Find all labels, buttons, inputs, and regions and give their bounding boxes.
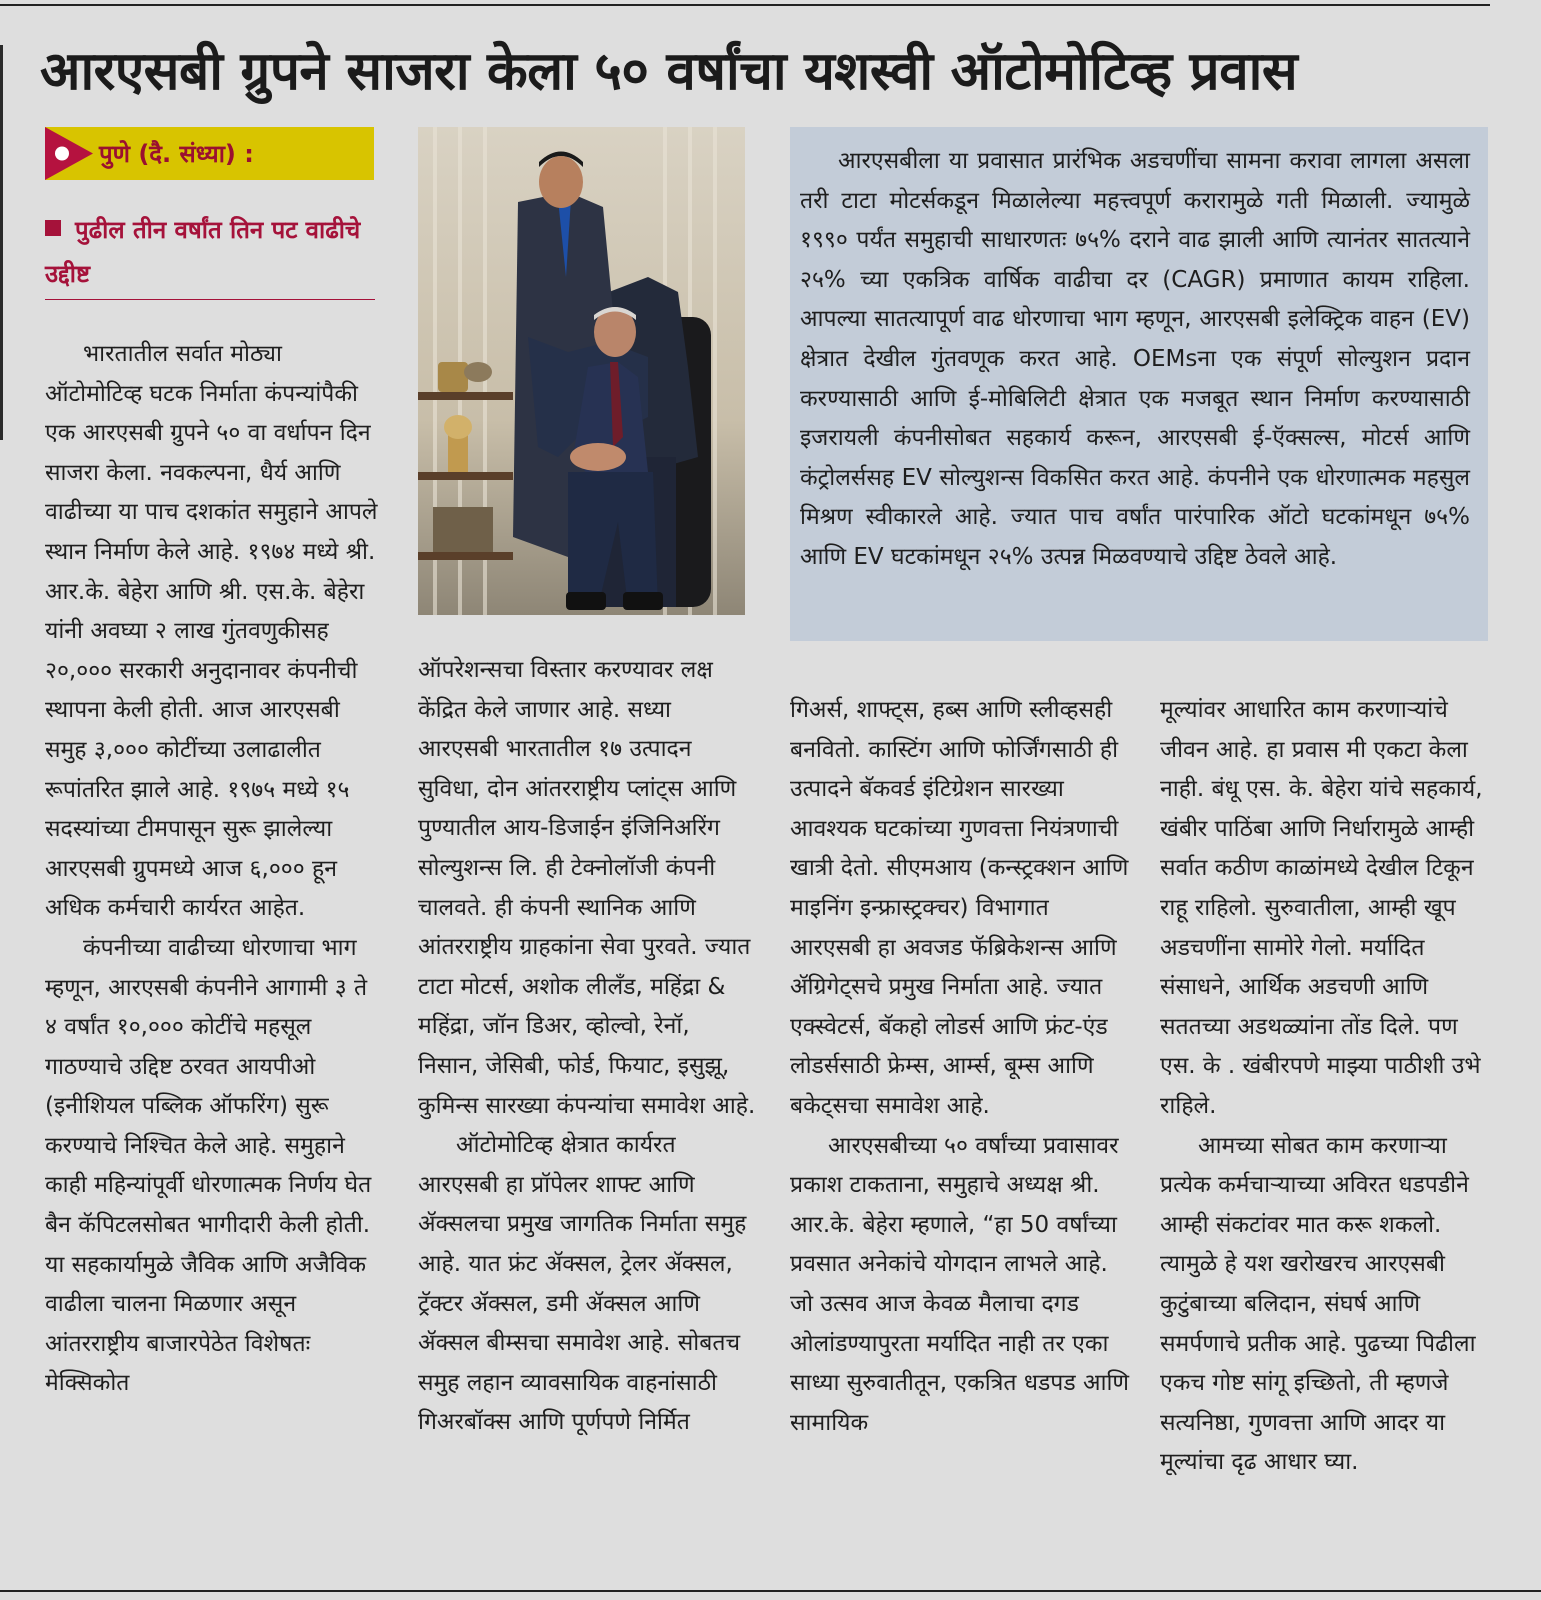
- dateline-arrow-icon: [45, 127, 93, 180]
- column-3-paragraph-2: आरएसबीच्या ५० वर्षांच्या प्रवासावर प्रकाश टाकताना, समुहाचे अध्यक्ष श्री. आर.के. बेहेरा म्हणाले, “हा 50 वर्षांच्या प्रवसात अनेकांचे योगदान लाभले आहे. जो उत्सव आज केवळ मैलाचा दगड ओलांडण्यापुरता मर्यादित नाही तर एका साध्या सुरुवातीतून, एकत्रित धडपड आणि सामायिक: [790, 1132, 1130, 1436]
- article-photo: [418, 127, 745, 615]
- highlight-box-text: आरएसबीला या प्रवासात प्रारंभिक अडचणींचा सामना करावा लागला असला तरी टाटा मोटर्सकडून मिळालेल्या महत्त्वपूर्ण करारामुळे गती मिळाली. ज्यामुळे १९९० पर्यंत समुहाची साधारणतः ७५% दराने वाढ झाली आणि त्यानंतर सातत्याने २५% च्या एकत्रिक वार्षिक वाढीचा दर (CAGR) प्रमाणात कायम राहिला. आपल्या सातत्यापूर्ण वाढ धोरणाचा भाग म्हणून, आरएसबी इलेक्ट्रिक वाहन (EV) क्षेत्रात देखील गुंतवणूक करत आहे. OEMsना एक संपूर्ण सोल्युशन प्रदान करण्यासाठी आणि ई-मोबिलिटी क्षेत्रात एक मजबूत स्थान निर्माण करण्यासाठी इजरायली कंपनीसोबत सहकार्य करून, आरएसबी ई-ऍक्सल्स, मोटर्स आणि कंट्रोलर्ससह EV सोल्युशन्स विकसित करत आहे. कंपनीने एक धोरणात्मक महसुल मिश्रण स्वीकारले आहे. ज्यात पाच वर्षांत पारंपारिक ऑटो घटकांमधून ७५% आणि EV घटकांमधून २५% उत्पन्न मिळवण्याचे उद्दिष्ट ठेवले आहे.: [800, 148, 1470, 570]
- headline: आरएसबी ग्रुपने साजरा केला ५० वर्षांचा यशस्वी ऑटोमोटिव्ह प्रवास: [40, 41, 1298, 102]
- bullet-square-icon: [45, 220, 61, 236]
- column-4-paragraph-1: मूल्यांवर आधारित काम करणाऱ्यांचे जीवन आहे. हा प्रवास मी एकटा केला नाही. बंधू एस. के. बेहेरा यांचे सहकार्य, खंबीर पाठिंबा आणि निर्धारामुळे आम्ही सर्वात कठीण काळांमध्ये देखील टिकून राहू राहिलो. सुरुवातीला, आम्ही खूप अडचणींना सामोरे गेलो. मर्यादित संसाधने, आर्थिक अडचणी आणि सततच्या अडथळ्यांना तोंड दिले. पण एस. के . खंबीरपणे माझ्या पाठीशी उभे राहिले.: [1160, 697, 1483, 1119]
- column-1: [45, 335, 380, 1570]
- column-3-paragraph-1: गिअर्स, शाफ्ट्स, हब्स आणि स्लीव्हसही बनवितो. कास्टिंग आणि फोर्जिंगसाठी ही उत्पादने बॅकवर्ड इंटिग्रेशन सारख्या आवश्यक घटकांच्या गुणवत्ता नियंत्रणाची खात्री देतो. सीएमआय (कन्स्ट्रक्शन आणि माइनिंग इन्फ्रास्ट्रक्चर) विभागात आरएसबी हा अवजड फॅब्रिकेशन्स आणि ॲग्रिगेट्सचे प्रमुख निर्माता आहे. ज्यात एक्स्वेटर्स, बॅकहो लोडर्स आणि फ्रंट-एंड लोडर्ससाठी फ्रेम्स, आर्म्स, बूम्स आणि बकेट्सचा समावेश आहे.: [790, 697, 1129, 1119]
- column-1-paragraph-1: भारतातील सर्वात मोठ्या ऑटोमोटिव्ह घटक निर्माता कंपन्यांपैकी एक आरएसबी ग्रुपने ५० वा वर्धापन दिन साजरा केला. नवकल्पना, धैर्य आणि वाढीच्या या पाच दशकांत समुहाने आपले स्थान निर्माण केले आहे. १९७४ मध्ये श्री. आर.के. बेहेरा आणि श्री. एस.के. बेहेरा यांनी अवघ्या २ लाख गुंतवणुकीसह २०,००० सरकारी अनुदानावर कंपनीची स्थापना केली होती. आज आरएसबी समुह ३,००० कोटींच्या उलाढालीत रूपांतरित झाले आहे. १९७५ मध्ये १५ सदस्यांच्या टीमपासून सुरू झालेल्या आरएसबी ग्रुपमध्ये आज ६,००० हून अधिक कर्मचारी कार्यरत आहेत.: [45, 341, 378, 922]
- dateline-text: पुणे (दै. संध्या) :: [99, 140, 254, 168]
- column-1-paragraph-2: कंपनीच्या वाढीच्या धोरणाचा भाग म्हणून, आरएसबी कंपनीने आगामी ३ ते ४ वर्षांत १०,००० कोटींचे महसूल गाठण्याचे उद्दिष्ट ठरवत आयपीओ (इनीशियल पब्लिक ऑफरिंग) सुरू करण्याचे निश्चित केले आहे. समुहाने काही महिन्यांपूर्वी धोरणात्मक निर्णय घेत बैन कॅपिटलसोबत भागीदारी केली होती. या सहकार्यामुळे जैविक आणि अजैविक वाढीला चालना मिळणार असून आंतरराष्ट्रीय बाजारपेठेत विशेषतः मेक्सिकोत: [45, 934, 372, 1397]
- column-2-paragraph-2: ऑटोमोटिव्ह क्षेत्रात कार्यरत आरएसबी हा प्रॉपेलर शाफ्ट आणि ॲक्सलचा प्रमुख जागतिक निर्माता समुह आहे. यात फ्रंट ॲक्सल, ट्रेलर ॲक्सल, ट्रॅक्टर ॲक्सल, डमी ॲक्सल आणि ॲक्सल बीम्सचा समावेश आहे. सोबतच समुह लहान व्यावसायिक वाहनांसाठी गिअरबॉक्स आणि पूर्णपणे निर्मित: [418, 1132, 747, 1436]
- column-4-paragraph-2: आमच्या सोबत काम करणाऱ्या प्रत्येक कर्मचाऱ्याच्या अविरत धडपडीने आम्ही संकटांवर मात करू शकलो. त्यामुळे हे यश खरोखरच आरएसबी कुटुंबाच्या बलिदान, संघर्ष आणि समर्पणाचे प्रतीक आहे. पुढच्या पिढीला एकच गोष्ट सांगू इच्छितो, ती म्हणजे सत्यनिष्ठा, गुणवत्ता आणि आदर या मूल्यांचा दृढ आधार घ्या.: [1160, 1132, 1476, 1476]
- dateline-banner: [45, 127, 374, 180]
- subhead-text: पुढील तीन वर्षांत तिन पट वाढीचे उद्दीष्ट: [45, 216, 361, 288]
- highlight-box: [790, 127, 1488, 641]
- top-rule: [0, 4, 1490, 6]
- column-3: [790, 691, 1130, 1571]
- column-4: [1160, 691, 1500, 1571]
- bottom-rule: [0, 1590, 1541, 1592]
- left-edge-mark: [0, 45, 3, 440]
- subhead: [45, 208, 375, 296]
- column-2: [418, 651, 756, 1571]
- subhead-rule: [45, 299, 375, 300]
- column-2-paragraph-1: ऑपरेशन्सचा विस्तार करण्यावर लक्ष केंद्रित केले जाणार आहे. सध्या आरएसबी भारतातील १७ उत्पादन सुविधा, दोन आंतरराष्ट्रीय प्लांट्स आणि पुण्यातील आय-डिजाईन इंजिनिअरिंग सोल्युशन्स लि. ही टेक्नोलॉजी कंपनी चालवते. ही कंपनी स्थानिक आणि आंतरराष्ट्रीय ग्राहकांना सेवा पुरवते. ज्यात टाटा मोटर्स, अशोक लीलँड, महिंद्रा & महिंद्रा, जॉन डिअर, व्होल्वो, रेनॉ, निसान, जेसिबी, फोर्ड, फियाट, इसुझू, कुमिन्स सारख्या कंपन्यांचा समावेश आहे.: [418, 657, 756, 1119]
